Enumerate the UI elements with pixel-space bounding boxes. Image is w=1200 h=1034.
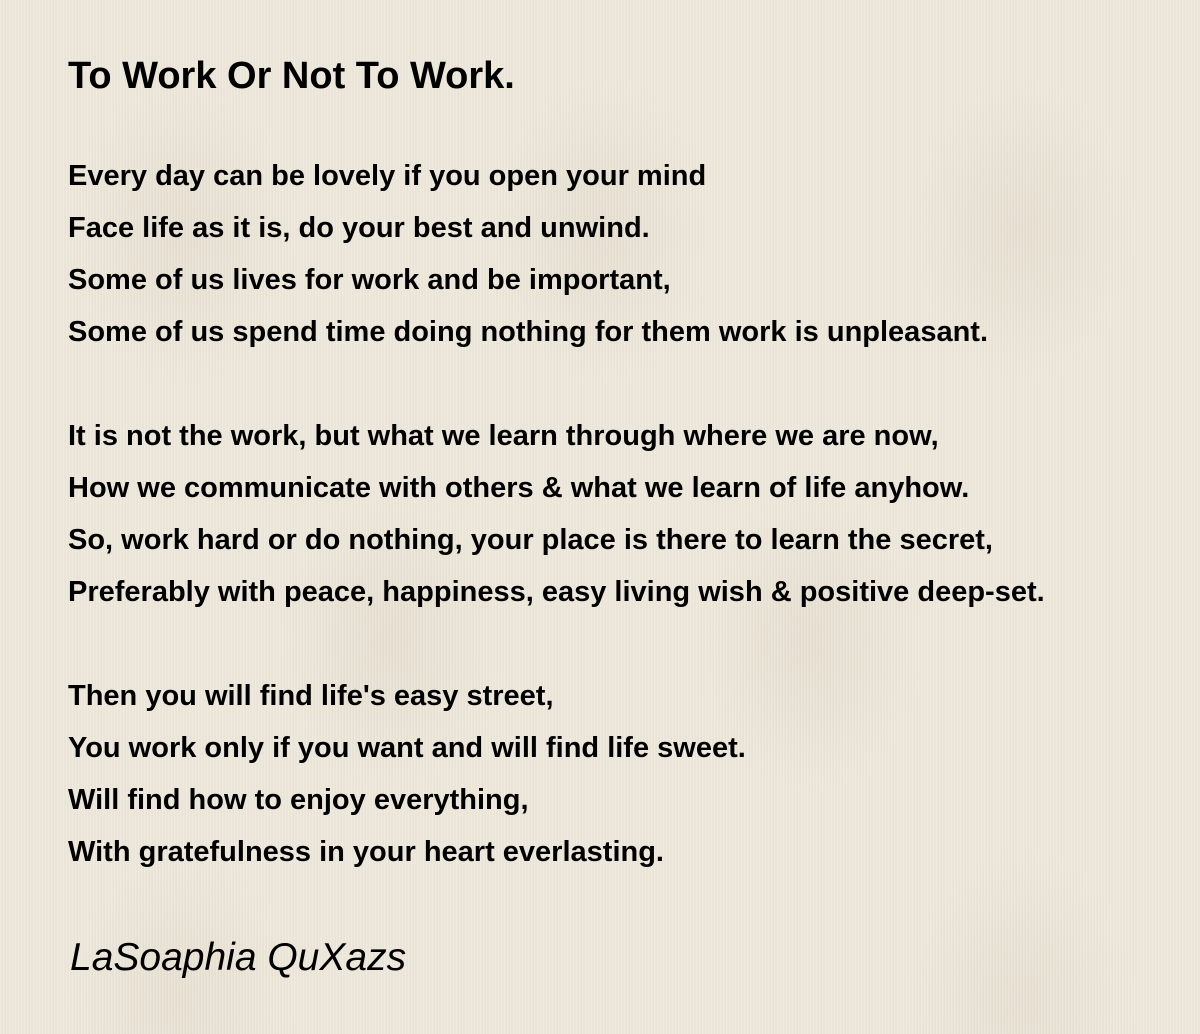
- poem-line: Then you will find life's easy street,: [68, 680, 554, 712]
- poem-line: Some of us lives for work and be important,: [68, 264, 671, 296]
- poem-line: How we communicate with others & what we learn of life anyhow.: [68, 472, 970, 504]
- poem-line: Preferably with peace, happiness, easy living wish & positive deep-set.: [68, 576, 1045, 608]
- poem-line: With gratefulness in your heart everlasting.: [68, 836, 664, 868]
- poem-line: Every day can be lovely if you open your mind: [68, 160, 707, 192]
- poem-line: Will find how to enjoy everything,: [68, 784, 529, 816]
- poem-line: So, work hard or do nothing, your place is there to learn the secret,: [68, 524, 993, 556]
- poem-line: It is not the work, but what we learn through where we are now,: [68, 420, 939, 452]
- stanza-2: [68, 410, 1045, 618]
- poem-line: Some of us spend time doing nothing for them work is unpleasant.: [68, 316, 988, 348]
- poem-author: LaSoaphia QuXazs: [70, 936, 407, 979]
- stanza-3: [68, 670, 746, 878]
- poem-line: You work only if you want and will find life sweet.: [68, 732, 746, 764]
- stanza-1: [68, 150, 988, 358]
- poem-title: To Work Or Not To Work.: [68, 55, 515, 97]
- poem-line: Face life as it is, do your best and unwind.: [68, 212, 650, 244]
